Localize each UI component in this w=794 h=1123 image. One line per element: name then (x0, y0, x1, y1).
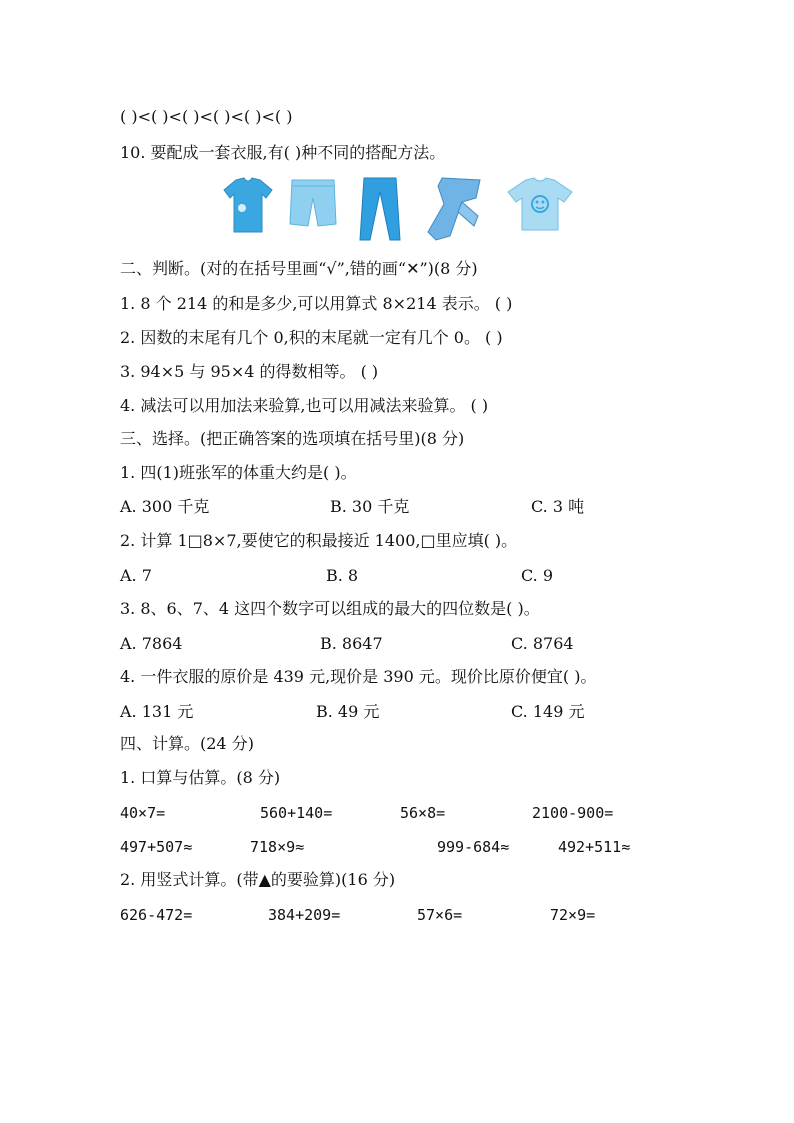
choice-3-option-c: C. 8764 (511, 634, 574, 653)
calc-cell: 40×7= (120, 804, 166, 822)
choice-3-option-a: A. 7864 (120, 634, 183, 653)
choice-4-option-a: A. 131 元 (120, 702, 194, 721)
monkey-print-tshirt-icon (506, 176, 574, 234)
blue-pants-icon (358, 176, 402, 242)
calc-cell: 56×8= (400, 804, 446, 822)
judge-item-3: 3. 94×5 与 95×4 的得数相等。 ( ) (120, 362, 379, 381)
calc-cell: 72×9= (550, 906, 596, 924)
calc-cell: 57×6= (417, 906, 463, 924)
judge-item-2: 2. 因数的末尾有几个 0,积的末尾就一定有几个 0。 ( ) (120, 328, 503, 347)
calc-cell: 492+511≈ (558, 838, 631, 856)
section4-sub1: 1. 口算与估算。(8 分) (120, 768, 281, 787)
choice-2-stem: 2. 计算 1□8×7,要使它的积最接近 1400,□里应填( )。 (120, 531, 518, 550)
section4-title: 四、计算。(24 分) (120, 734, 254, 753)
light-blue-shorts-icon (288, 176, 338, 230)
choice-2-option-a: A. 7 (120, 566, 152, 585)
calc-cell: 2100-900= (532, 804, 614, 822)
choice-1-option-a: A. 300 千克 (120, 497, 210, 516)
section4-sub2: 2. 用竖式计算。(带▲的要验算)(16 分) (120, 870, 396, 889)
calc-cell: 384+209= (268, 906, 341, 924)
clothes-images (222, 176, 578, 246)
choice-1-option-c: C. 3 吨 (531, 497, 585, 516)
judge-item-1: 1. 8 个 214 的和是多少,可以用算式 8×214 表示。 ( ) (120, 294, 513, 313)
choice-3-option-b: B. 8647 (320, 634, 383, 653)
calc-cell: 999-684≈ (437, 838, 510, 856)
blue-tshirt-icon (222, 176, 274, 236)
choice-4-stem: 4. 一件衣服的原价是 439 元,现价是 390 元。现价比原价便宜( )。 (120, 667, 597, 686)
choice-4-option-b: B. 49 元 (316, 702, 380, 721)
choice-2-option-b: B. 8 (326, 566, 359, 585)
q9-order-line: ( )<( )<( )<( )<( )<( ) (120, 107, 293, 126)
choice-2-option-c: C. 9 (521, 566, 554, 585)
calc-cell: 626-472= (120, 906, 193, 924)
choice-4-option-c: C. 149 元 (511, 702, 585, 721)
section3-title: 三、选择。(把正确答案的选项填在括号里)(8 分) (120, 429, 465, 448)
q10-text: 10. 要配成一套衣服,有( )种不同的搭配方法。 (120, 143, 446, 162)
section2-title: 二、判断。(对的在括号里画“√”,错的画“✕”)(8 分) (120, 259, 478, 278)
calc-cell: 560+140= (260, 804, 333, 822)
choice-3-stem: 3. 8、6、7、4 这四个数字可以组成的最大的四位数是( )。 (120, 599, 540, 618)
calc-cell: 497+507≈ (120, 838, 193, 856)
denim-jeans-icon (422, 176, 484, 242)
choice-1-option-b: B. 30 千克 (330, 497, 410, 516)
judge-item-4: 4. 减法可以用加法来验算,也可以用减法来验算。 ( ) (120, 396, 489, 415)
choice-1-stem: 1. 四(1)班张军的体重大约是( )。 (120, 463, 357, 482)
calc-cell: 718×9≈ (250, 838, 305, 856)
